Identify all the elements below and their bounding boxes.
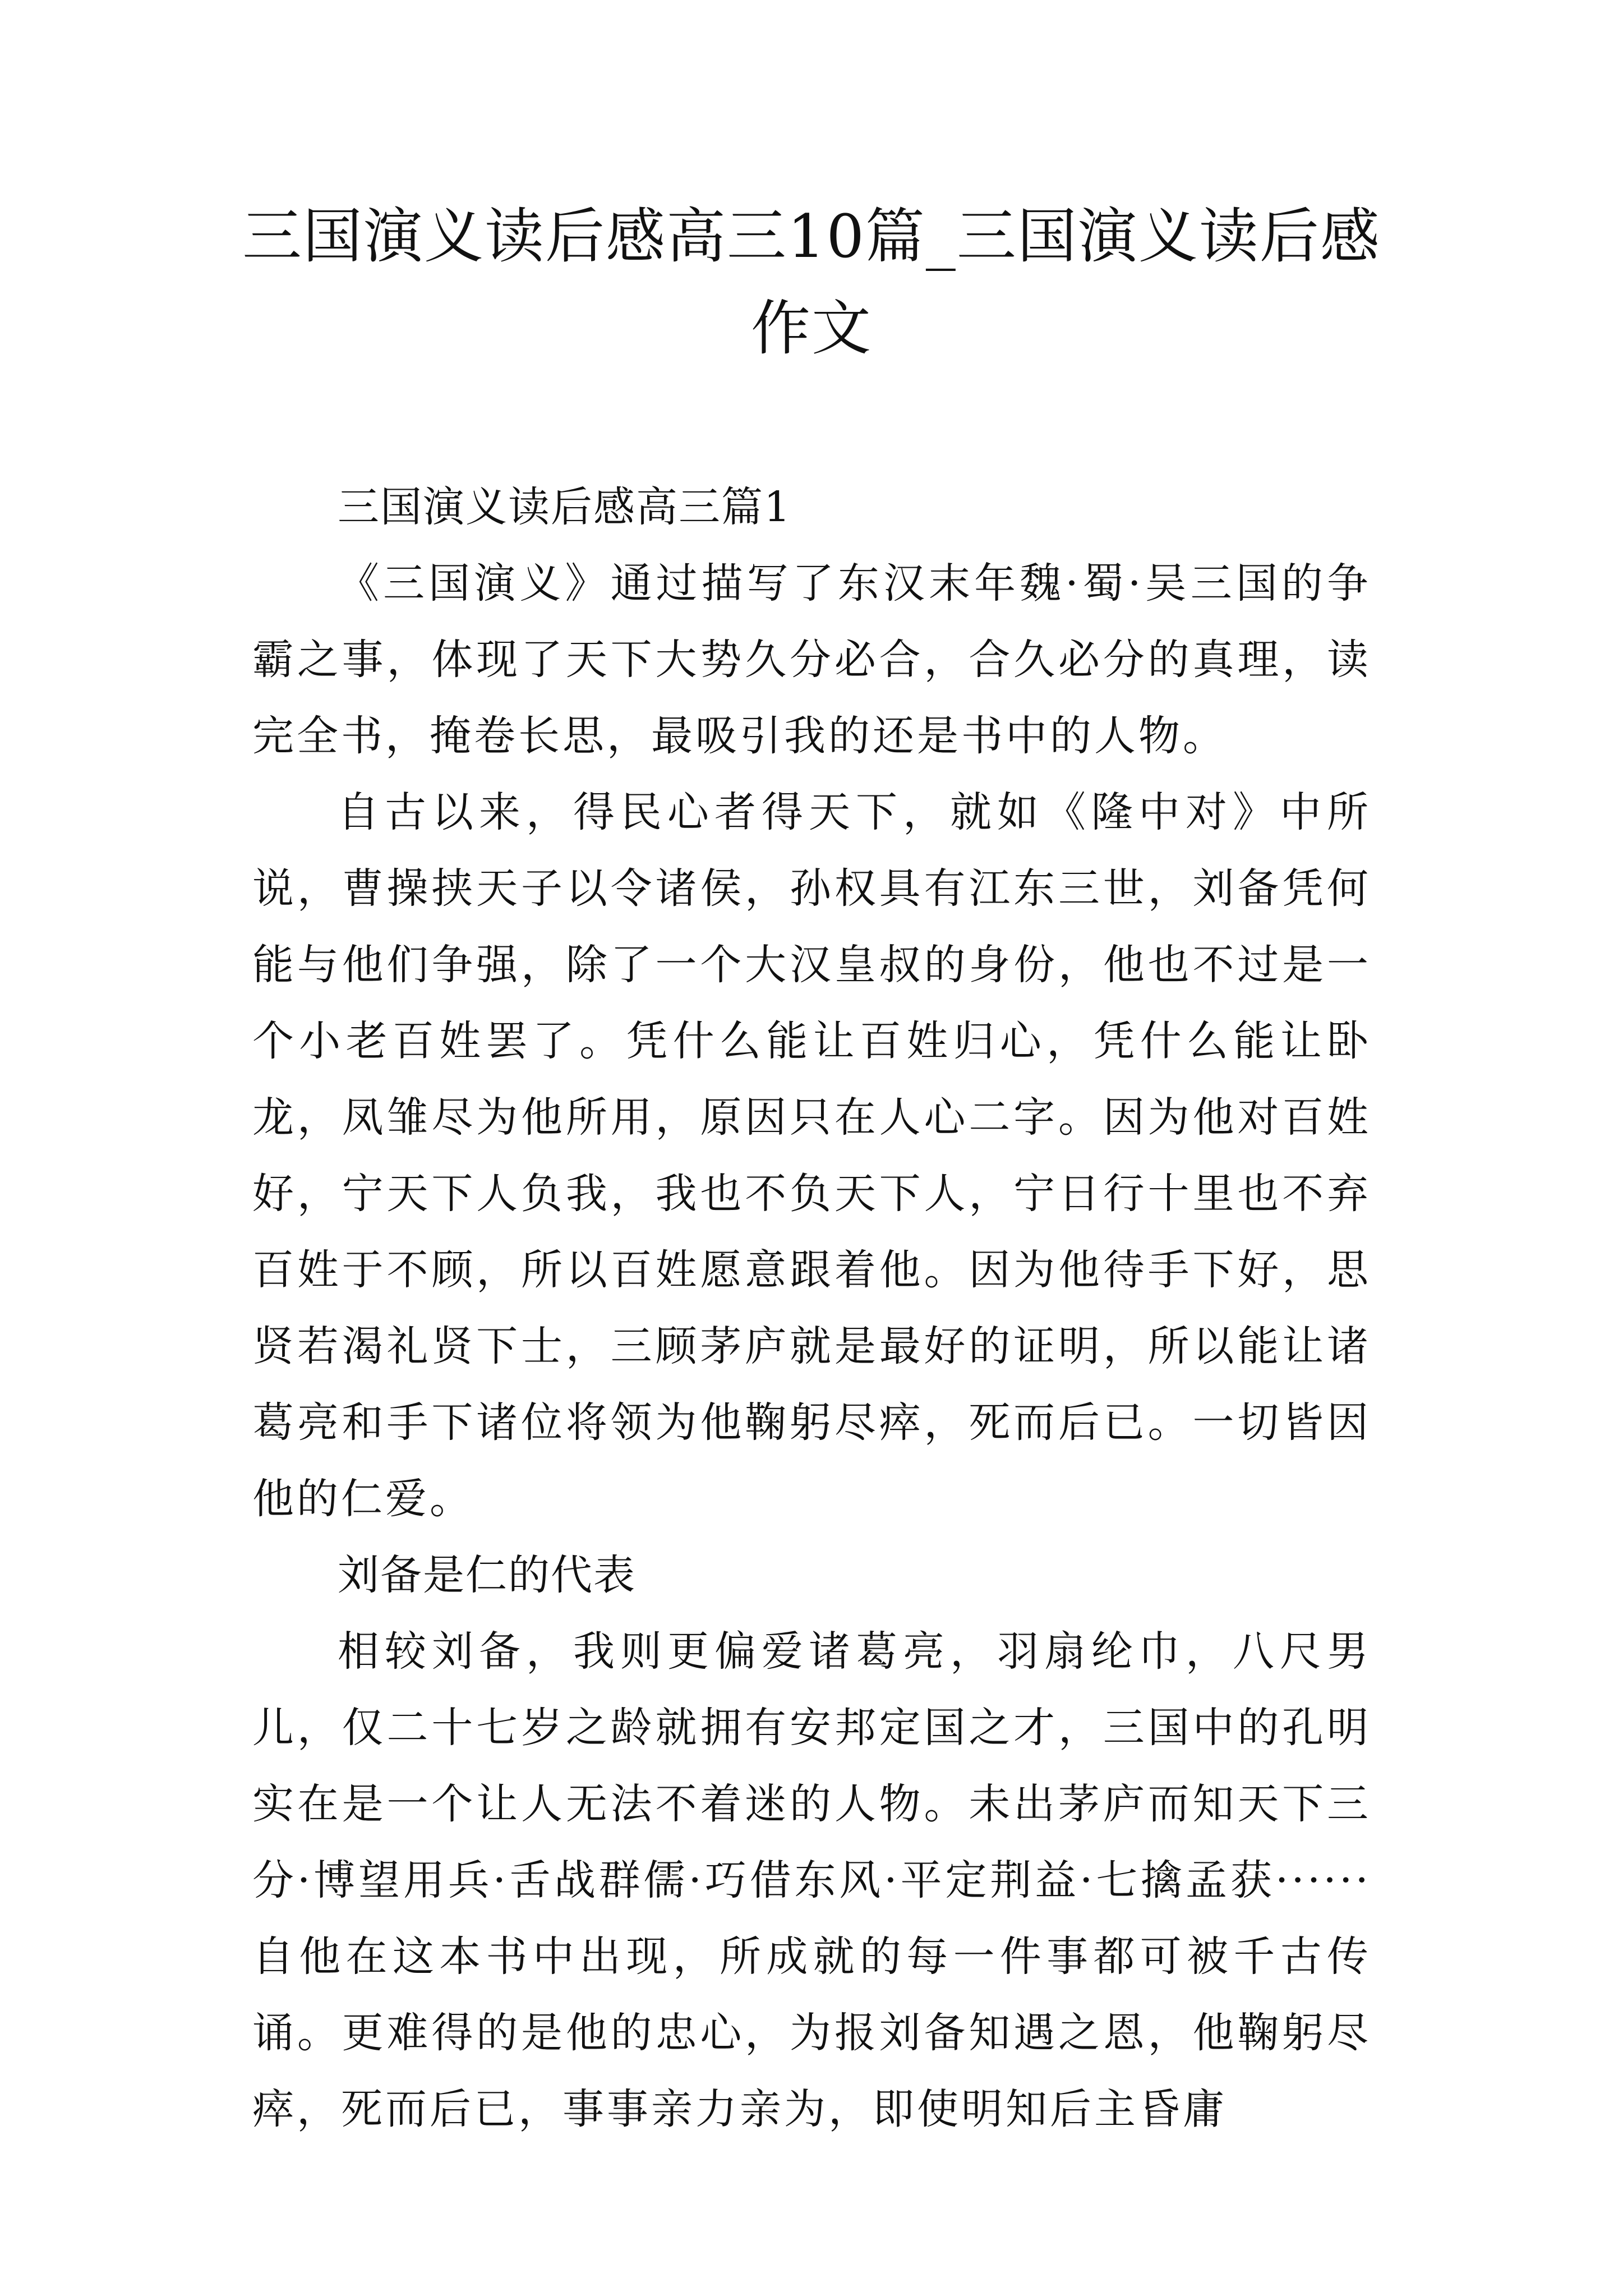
title-line-2: 作文: [751, 294, 872, 363]
title-line-1: 三国演义读后感高三10篇_三国演义读后感: [242, 202, 1381, 271]
document-title: [236, 191, 1387, 375]
paragraph: 自古以来，得民心者得天下，就如《隆中对》中所说，曹操挟天子以令诸侯，孙权具有江东三世，刘备凭何能与他们争强，除了一个大汉皇叔的身份，他也不过是一个小老百姓罢了。凭什么能让百姓归心，凭什么能让卧龙，凤雏尽为他所用，原因只在人心二字。因为他对百姓好，宁天下人负我，我也不负天下人，宁日行十里也不弃百姓于不顾，所以百姓愿意跟着他。因为他待手下好，思贤若渴礼贤下士，三顾茅庐就是最好的证明，所以能让诸葛亮和手下诸位将领为他鞠躬尽瘁，死而后已。一切皆因他的仁爱。: [252, 788, 1371, 1523]
document-body: [252, 469, 1371, 2147]
section-heading: 三国演义读后感高三篇1: [338, 483, 792, 531]
paragraph: 《三国演义》通过描写了东汉末年魏·蜀·吴三国的争霸之事，体现了天下大势久分必合，合久必分的真理，读完全书，掩卷长思，最吸引我的还是书中的人物。: [252, 559, 1371, 760]
subheading: 刘备是仁的代表: [338, 1551, 636, 1599]
paragraph: 相较刘备，我则更偏爱诸葛亮，羽扇纶巾，八尺男儿，仅二十七岁之龄就拥有安邦定国之才，三国中的孔明实在是一个让人无法不着迷的人物。未出茅庐而知天下三分·博望用兵·舌战群儒·巧借东风·平定荆益·七擒孟获······自他在这本书中出现，所成就的每一件事都可被千古传诵。更难得的是他的忠心，为报刘备知遇之恩，他鞠躬尽瘁，死而后已，事事亲力亲为，即使明知后主昏庸: [252, 1627, 1371, 2133]
